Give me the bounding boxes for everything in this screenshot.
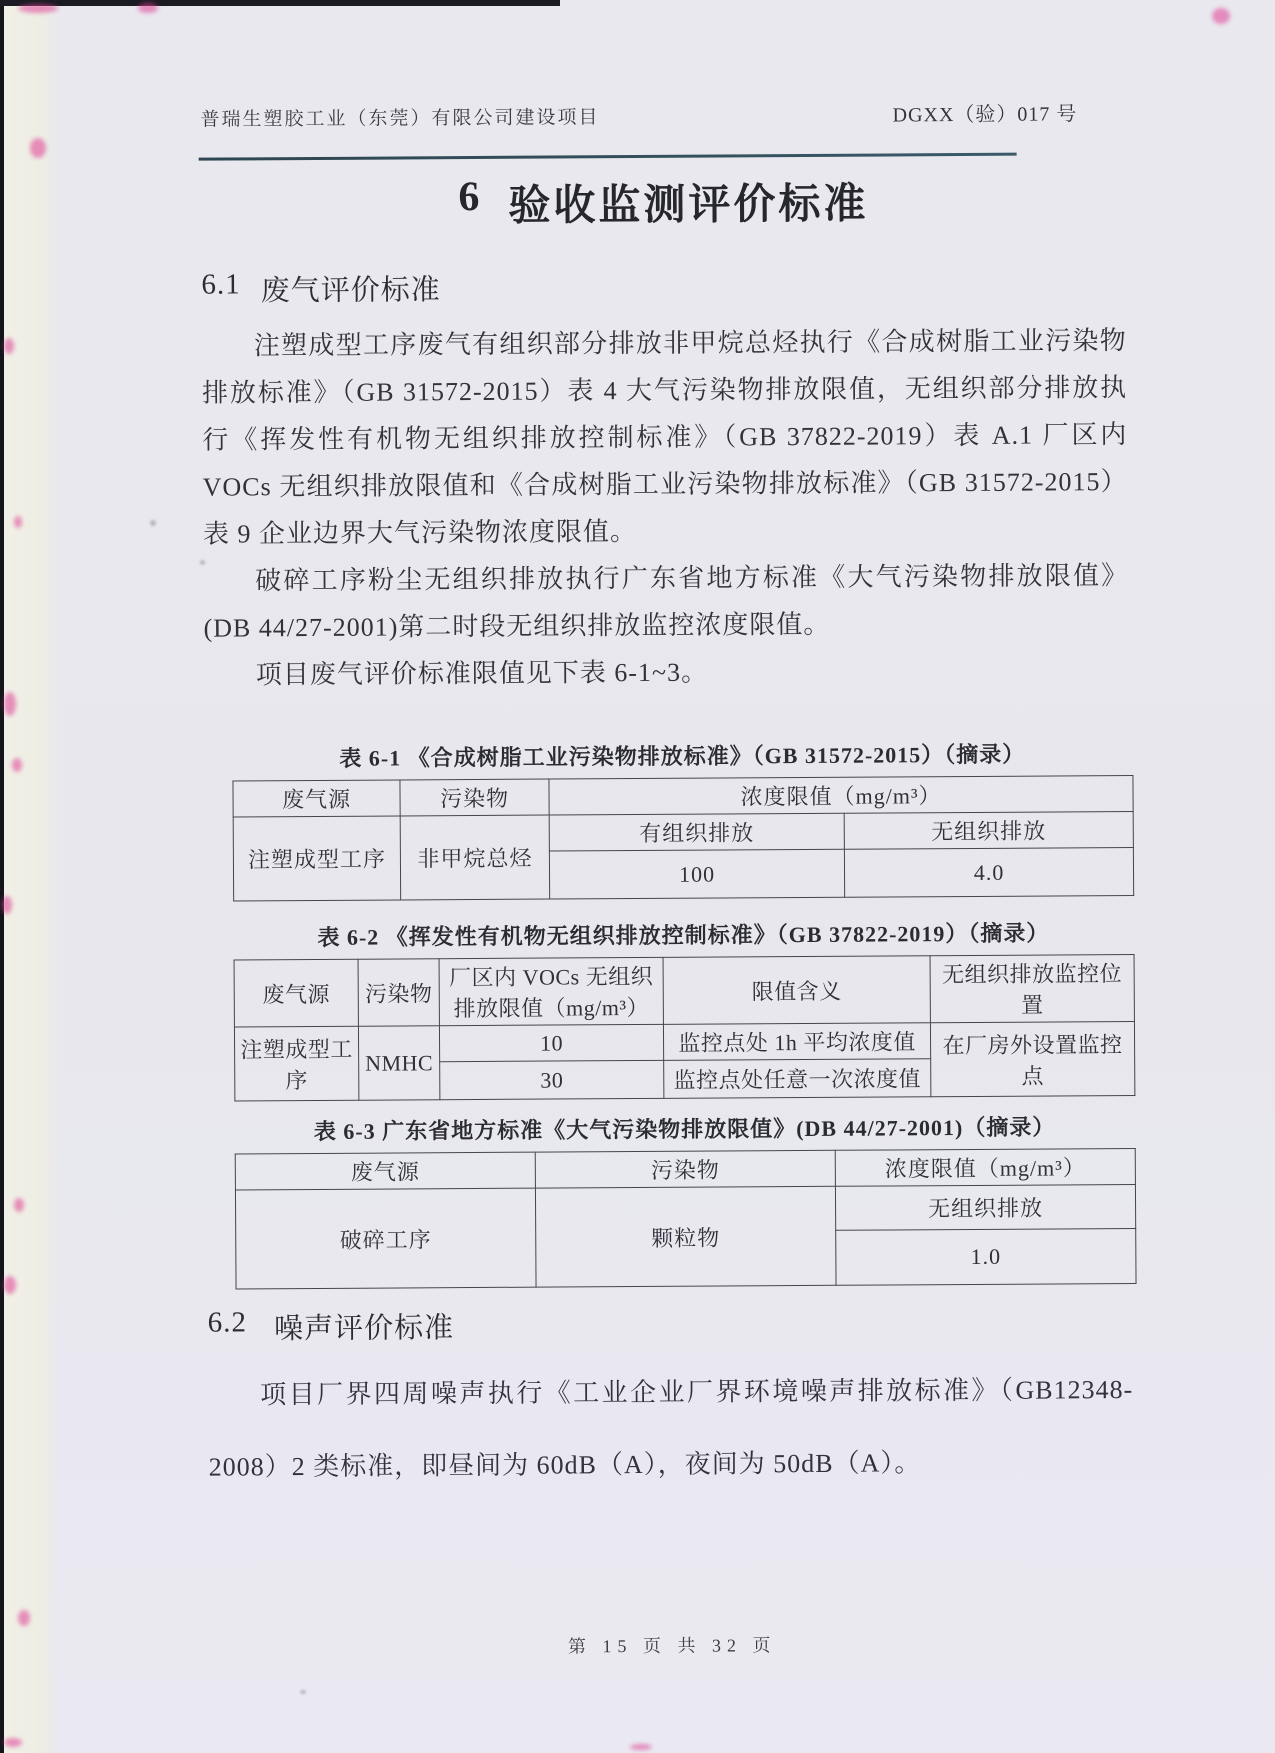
gray-speck	[150, 520, 156, 526]
table-6-1	[232, 775, 1134, 902]
t3-cell-pollutant: 颗粒物	[535, 1186, 836, 1287]
t3-cell-source: 破碎工序	[235, 1188, 536, 1289]
header-doc-number: DGXX（验）017 号	[892, 103, 1078, 127]
t1-header-limit: 浓度限值（mg/m³）	[549, 775, 1133, 815]
section-6-1-heading	[201, 262, 1271, 310]
title-text: 验收监测评价标准	[508, 181, 869, 230]
t1-cell-pollutant: 非甲烷总烃	[400, 815, 550, 900]
pink-scan-mark	[18, 4, 58, 13]
section-6-1-number: 6.1	[201, 268, 241, 301]
section-6-1-title: 废气评价标准	[260, 274, 441, 308]
t1-value-unorganized: 4.0	[844, 847, 1133, 897]
table-row	[234, 1021, 1134, 1062]
t1-cell-source: 注塑成型工序	[233, 816, 401, 901]
t1-subheader-organized: 有组织排放	[549, 813, 844, 851]
paragraph-waste-gas-2: 破碎工序粉尘无组织排放执行广东省地方标准《大气污染物排放限值》(DB 44/27-2001)第二时段无组织排放监控浓度限值。	[203, 561, 1129, 643]
doc-header	[200, 97, 1125, 132]
section-6-2-number: 6.2	[207, 1306, 248, 1339]
t2-meaning-2: 监控点处任意一次浓度值	[664, 1059, 931, 1099]
gray-speck	[200, 560, 205, 565]
t2-cell-position: 在厂房外设置监控点	[930, 1021, 1134, 1096]
section-6-2-heading	[208, 1300, 1275, 1348]
header-rule	[199, 153, 1017, 161]
gray-speck	[300, 1690, 306, 1694]
pink-scan-mark	[1212, 8, 1230, 24]
pink-scan-mark	[630, 1744, 652, 1750]
t2-cell-source: 注塑成型工序	[234, 1026, 358, 1101]
t2-value-2: 30	[440, 1060, 664, 1099]
table-6-3-caption: 表 6-3 广东省地方标准《大气污染物排放限值》(DB 44/27-2001)（摘录）	[313, 1114, 1056, 1144]
paragraph-noise-1: 项目厂界四周噪声执行《工业企业厂界环境噪声排放标准》（GB12348-2008）2 类标准，即昼间为 60dB（A），夜间为 50dB（A）。	[208, 1374, 1134, 1482]
pink-scan-mark	[4, 338, 14, 354]
t1-header-source: 废气源	[233, 780, 400, 817]
t2-header-pollutant: 污染物	[358, 959, 439, 1026]
page-title	[201, 169, 1126, 235]
pink-scan-mark	[30, 138, 46, 158]
t1-header-pollutant: 污染物	[400, 779, 549, 816]
table-6-2-caption: 表 6-2 《挥发性有机物无组织排放控制标准》（GB 37822-2019）（摘录）	[317, 920, 1050, 950]
pink-scan-mark	[4, 1276, 16, 1294]
pink-scan-mark	[12, 758, 22, 772]
page-number-indicator: 第 15 页 共 32 页	[567, 1635, 777, 1657]
table-row	[233, 811, 1133, 852]
t2-header-meaning: 限值含义	[663, 956, 930, 1025]
t2-cell-pollutant: NMHC	[358, 1026, 439, 1100]
table-6-3	[235, 1148, 1137, 1290]
section-6-2-title: 噪声评价标准	[273, 1312, 455, 1346]
paragraph-waste-gas-3: 项目废气评价标准限值见下表 6-1~3。	[255, 657, 709, 690]
title-number: 6	[458, 173, 483, 221]
pink-scan-mark	[138, 3, 158, 13]
paragraph-waste-gas-1: 注塑成型工序废气有组织部分排放非甲烷总烃执行《合成树脂工业污染物排放标准》（GB 31572-2015）表 4 大气污染物排放限值，无组织部分排放执行《挥发性有机物无组织排放控制标准》（GB 37822-2019）表 A.1 厂区内 VOCs 无组织排放限值和《合成树脂工业污染物排放标准》（GB 31572-2015）表 9 企业边界大气污染物浓度限值。	[201, 326, 1128, 549]
t3-header-pollutant: 污染物	[535, 1150, 835, 1188]
t3-header-limit: 浓度限值（mg/m³）	[835, 1148, 1135, 1186]
t2-header-source: 废气源	[234, 959, 358, 1027]
t3-header-source: 废气源	[235, 1152, 535, 1190]
table-6-2	[234, 954, 1136, 1102]
table-row	[234, 954, 1134, 1026]
table-row	[235, 1184, 1135, 1233]
pink-scan-mark	[14, 1198, 24, 1212]
t1-value-organized: 100	[549, 849, 844, 899]
pink-scan-mark	[2, 896, 12, 914]
table-6-1-caption: 表 6-1 《合成树脂工业污染物排放标准》（GB 31572-2015）（摘录）	[339, 741, 1026, 771]
t2-value-1: 10	[439, 1024, 663, 1061]
pink-scan-mark	[14, 516, 22, 528]
t3-value-limit: 1.0	[836, 1228, 1136, 1285]
t3-row-unorganized: 无组织排放	[835, 1184, 1135, 1230]
t2-header-limit: 厂区内 VOCs 无组织排放限值（mg/m³）	[439, 957, 663, 1025]
pink-scan-mark	[18, 1610, 30, 1626]
t2-meaning-1: 监控点处 1h 平均浓度值	[663, 1023, 930, 1061]
table-row	[233, 775, 1133, 816]
pink-scan-mark	[4, 692, 16, 716]
t2-header-position: 无组织排放监控位置	[930, 954, 1134, 1022]
pink-scan-mark	[4, 1738, 22, 1747]
header-project-title: 普瑞生塑胶工业（东莞）有限公司建设项目	[200, 107, 600, 131]
t1-subheader-unorganized: 无组织排放	[844, 811, 1133, 849]
table-row	[235, 1148, 1135, 1189]
